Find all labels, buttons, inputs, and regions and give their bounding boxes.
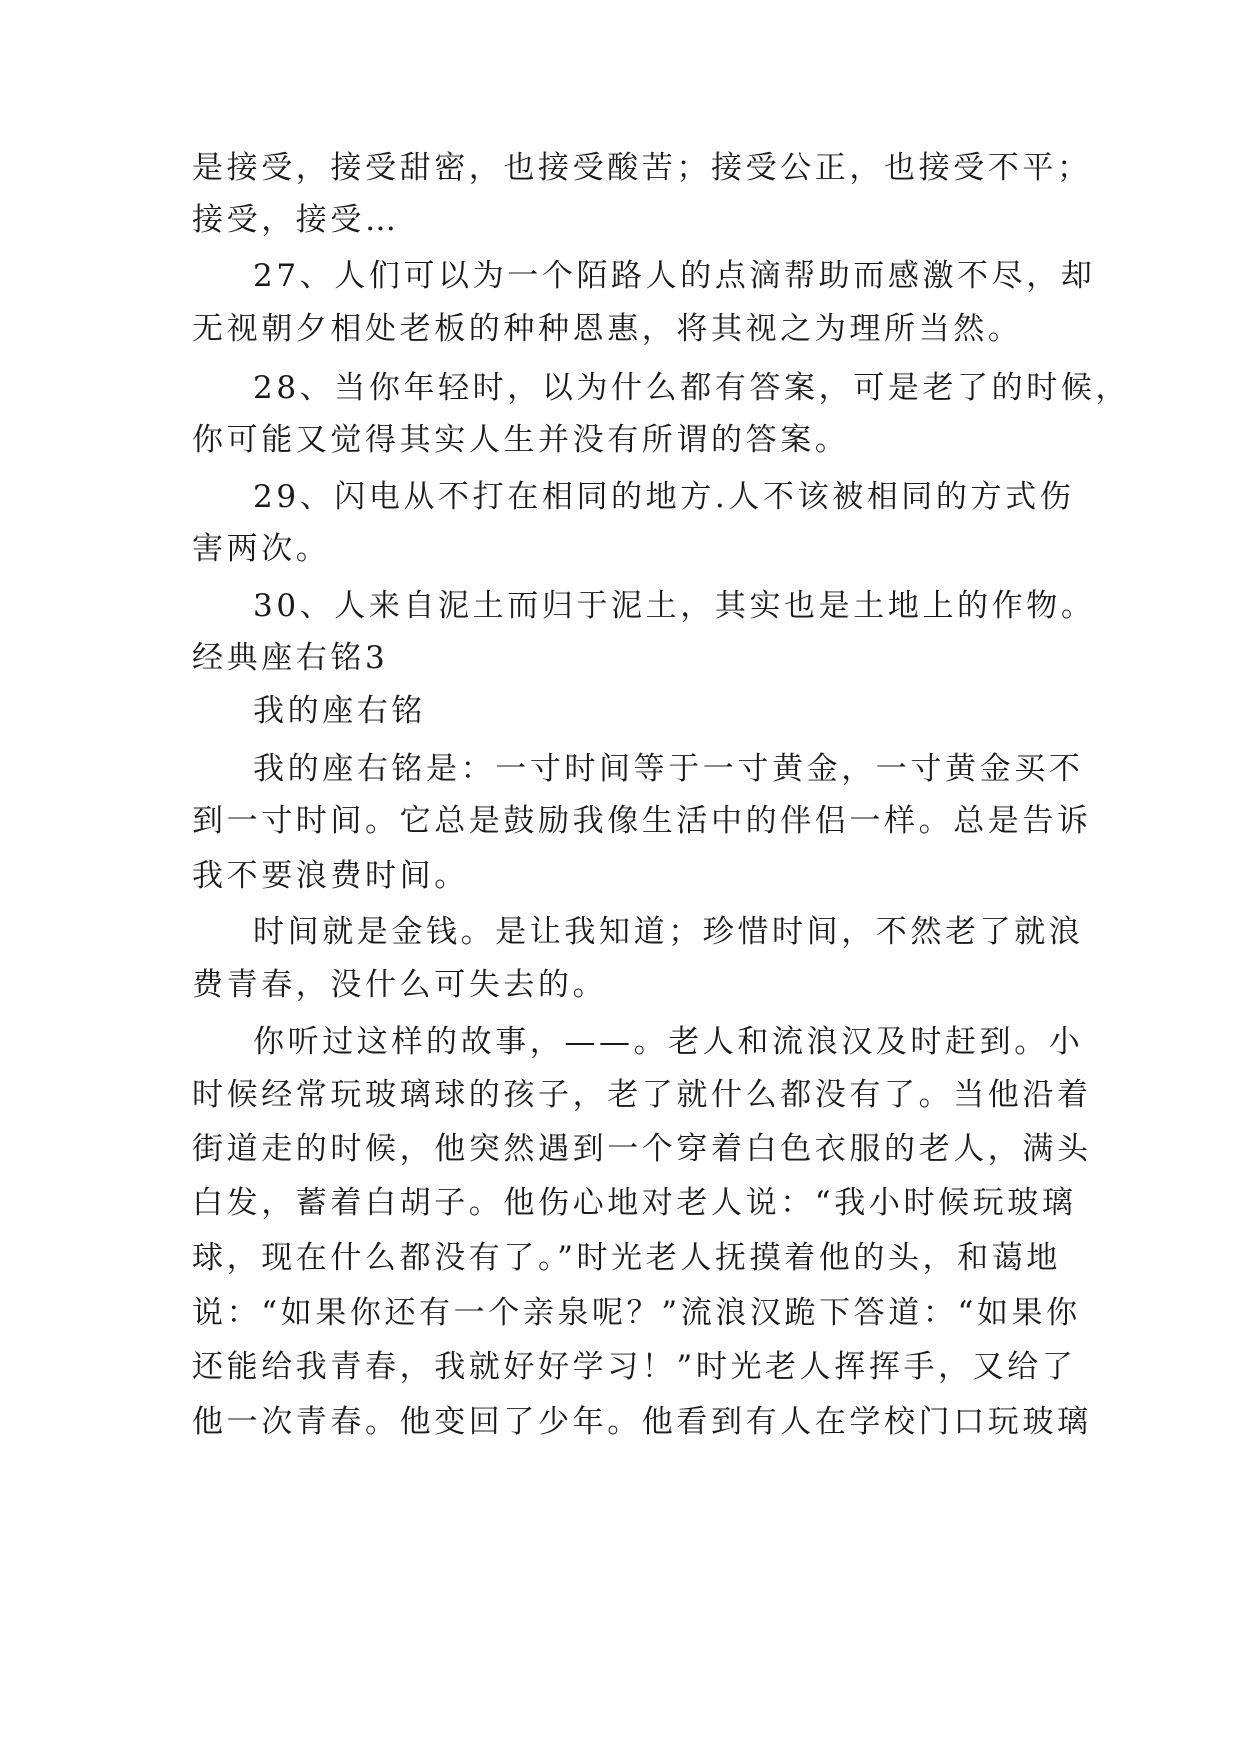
text-line: 接受，接受… <box>192 202 400 238</box>
text-line: 街道走的时候，他突然遇到一个穿着白色衣服的老人，满头 <box>192 1131 1092 1167</box>
text-line: 到一寸时间。它总是鼓励我像生活中的伴侣一样。总是告诉 <box>192 803 1092 839</box>
text-line: 费青春，没什么可失去的。 <box>192 967 608 1003</box>
text-line: 时间就是金钱。是让我知道；珍惜时间，不然老了就浪 <box>253 914 1084 950</box>
text-line: 球，现在什么都没有了。”时光老人抚摸着他的头，和蔼地 <box>192 1240 1061 1276</box>
text-line: 我的座右铭是：一寸时间等于一寸黄金，一寸黄金买不 <box>253 751 1084 787</box>
text-line: 害两次。 <box>192 531 331 567</box>
text-line: 说：“如果你还有一个亲泉呢？”流浪汉跪下答道：“如果你 <box>192 1295 1081 1331</box>
text-line: 我的座右铭 <box>253 693 426 729</box>
text-line: 无视朝夕相处老板的种种恩惠，将其视之为理所当然。 <box>192 311 1023 347</box>
text-line: 你听过这样的故事，——。老人和流浪汉及时赶到。小 <box>253 1024 1084 1060</box>
section-heading: 经典座右铭3 <box>192 640 389 676</box>
text-line: 他一次青春。他变回了少年。他看到有人在学校门口玩玻璃 <box>192 1404 1092 1440</box>
text-line: 我不要浪费时间。 <box>192 858 469 894</box>
text-line: 29、闪电从不打在相同的地方.人不该被相同的方式伤 <box>253 479 1075 515</box>
text-line: 28、当你年轻时，以为什么都有答案，可是老了的时候， <box>253 370 1131 406</box>
text-line: 27、人们可以为一个陌路人的点滴帮助而感激不尽，却 <box>253 258 1096 294</box>
text-line: 你可能又觉得其实人生并没有所谓的答案。 <box>192 422 850 458</box>
text-line: 是接受，接受甜密，也接受酸苦；接受公正，也接受不平； <box>192 150 1092 186</box>
text-line: 还能给我青春，我就好好学习！”时光老人挥挥手，又给了 <box>192 1349 1077 1385</box>
text-line: 时候经常玩玻璃球的孩子，老了就什么都没有了。当他沿着 <box>192 1077 1092 1113</box>
text-line: 30、人来自泥土而归于泥土，其实也是土地上的作物。 <box>253 588 1096 624</box>
text-line: 白发，蓄着白胡子。他伤心地对老人说：“我小时候玩玻璃 <box>192 1185 1077 1221</box>
